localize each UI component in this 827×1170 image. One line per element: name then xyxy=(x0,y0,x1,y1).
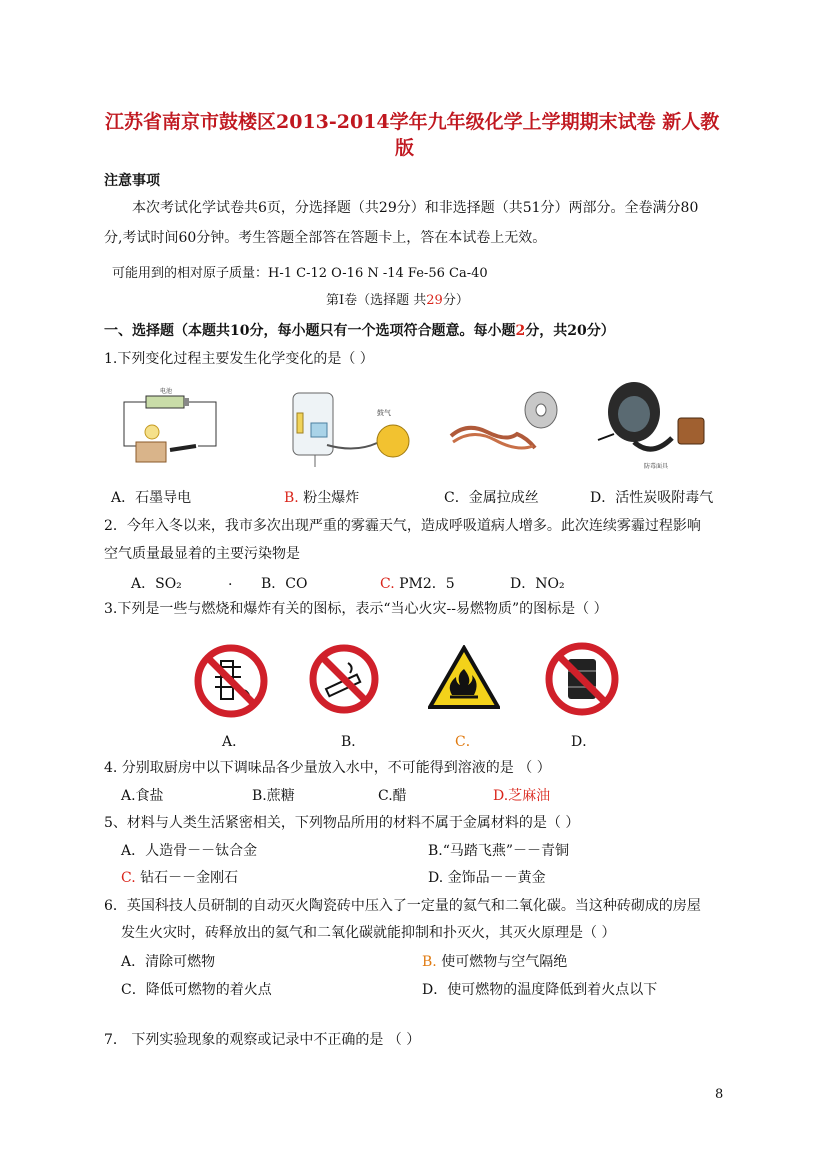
q6-option-a: A．清除可燃物 xyxy=(121,954,216,970)
notice-paragraph-line1: 本次考试化学试卷共6页，分选择题（共29分）和非选择题（共51分）两部分。全卷满分80 xyxy=(132,200,699,216)
part1-title-number: 29 xyxy=(426,293,443,308)
q1-option-c: C．金属拉成丝 xyxy=(444,490,539,506)
q2-option-c-letter: C. xyxy=(380,576,395,592)
metal-wire-figure xyxy=(447,388,567,468)
dust-explosion-figure xyxy=(285,383,415,473)
part1-title-a: 第Ⅰ卷（选择题 共 xyxy=(326,293,427,308)
q2-option-a: A．SO₂ xyxy=(131,576,182,592)
q1-option-b xyxy=(284,487,359,507)
part1-title xyxy=(326,289,469,308)
circuit-figure xyxy=(118,384,228,474)
atomic-mass-line: 可能用到的相对原子质量：H-1 C-12 O-16 N -14 Fe-56 Ca-40 xyxy=(112,266,488,281)
part1-title-b: 分） xyxy=(442,293,469,308)
q5-stem: 5、材料与人类生活紧密相关，下列物品所用的材料不属于金属材料的是（ ） xyxy=(104,815,580,831)
notice-heading: 注意事项 xyxy=(104,173,160,189)
q5-option-b: B.“马踏飞燕”－－青铜 xyxy=(428,843,570,859)
mask-label: 防毒面具 xyxy=(644,463,669,470)
document-title-line2: 版 xyxy=(395,137,415,159)
q2-stem-line2: 空气质量最显着的主要污染物是 xyxy=(104,546,300,562)
q4-option-c: C.醋 xyxy=(378,788,407,804)
section1-heading xyxy=(104,320,615,340)
q4-option-b: B.蔗糖 xyxy=(252,788,295,804)
q2-stem-line1: 2．今年入冬以来，我市多次出现严重的雾霾天气，造成呼吸道病人增多。此次连续雾霾过程影响 xyxy=(104,518,701,534)
q6-stem-line1: 6．英国科技人员研制的自动灭火陶瓷砖中压入了一定量的氦气和二氧化碳。当这种砖砌成的房屋 xyxy=(104,898,701,914)
q5-option-c-letter: C. xyxy=(121,870,136,886)
q2-option-c xyxy=(380,573,455,593)
gas-mask-figure xyxy=(592,372,717,472)
q6-option-b-text: 使可燃物与空气隔绝 xyxy=(436,954,568,970)
q2-option-c-text: PM2．5 xyxy=(394,576,455,592)
q1-option-b-letter: B. xyxy=(284,490,299,506)
q3-option-d: D． xyxy=(571,734,597,750)
no-fireworks-sign-icon xyxy=(193,643,269,719)
document-title-line1: 江苏省南京市鼓楼区2013-2014学年九年级化学上学期期末试卷 新人教 xyxy=(105,111,720,133)
q5-option-c-text: 钻石－－金刚石 xyxy=(135,870,239,886)
q3-option-b: B． xyxy=(341,734,366,750)
q5-option-c xyxy=(121,867,238,887)
q6-option-b xyxy=(422,951,567,971)
q4-option-a: A.食盐 xyxy=(121,788,164,804)
q4-stem: 4. 分别取厨房中以下调味品各少量放入水中，不可能得到溶液的是 （ ） xyxy=(104,760,551,776)
q6-option-c: C．降低可燃物的着火点 xyxy=(121,982,272,998)
section1-heading-number: 2 xyxy=(515,323,526,339)
battery-label: 电池 xyxy=(160,388,173,395)
q1-option-a: A．石墨导电 xyxy=(111,490,192,506)
q6-option-b-letter: B. xyxy=(422,954,437,970)
q7-stem: 7． 下列实验现象的观察或记录中不正确的是 （ ） xyxy=(104,1032,421,1048)
q3-stem: 3.下列是一些与燃烧和爆炸有关的图标，表示“当心火灾--易燃物质”的图标是（ ） xyxy=(104,601,608,617)
q5-option-d: D. 金饰品－－黄金 xyxy=(428,870,546,886)
no-explosive-barrel-sign-icon xyxy=(544,641,620,717)
q2-option-dot: . xyxy=(228,573,233,589)
q2-option-b: B．CO xyxy=(261,576,308,592)
no-smoking-sign-icon xyxy=(308,643,380,715)
q4-option-d: D.芝麻油 xyxy=(493,788,551,804)
q6-stem-line2: 发生火灾时，砖释放出的氦气和二氧化碳就能抑制和扑灭火，其灭火原理是（ ） xyxy=(121,925,616,941)
q1-option-b-text: 粉尘爆炸 xyxy=(298,490,360,506)
flammable-warning-sign-icon xyxy=(428,645,500,711)
q5-option-a: A．人造骨－－钛合金 xyxy=(121,843,258,859)
q3-option-c: C． xyxy=(455,734,480,750)
q1-stem: 1.下列变化过程主要发生化学变化的是（ ） xyxy=(104,351,374,367)
q1-option-d: D．活性炭吸附毒气 xyxy=(590,490,714,506)
page-number: 8 xyxy=(715,1087,724,1102)
air-label: 鼓气 xyxy=(377,409,391,417)
notice-paragraph-line2: 分,考试时间60分钟。考生答题全部答在答题卡上，答在本试卷上无效。 xyxy=(104,230,547,246)
section1-heading-a: 一、选择题（本题共10分，每小题只有一个选项符合题意。每小题 xyxy=(104,323,516,339)
q2-option-d: D．NO₂ xyxy=(510,576,565,592)
q3-option-a: A． xyxy=(222,734,247,750)
q6-option-d: D．使可燃物的温度降低到着火点以下 xyxy=(422,982,658,998)
section1-heading-b: 分，共20分） xyxy=(525,323,615,339)
